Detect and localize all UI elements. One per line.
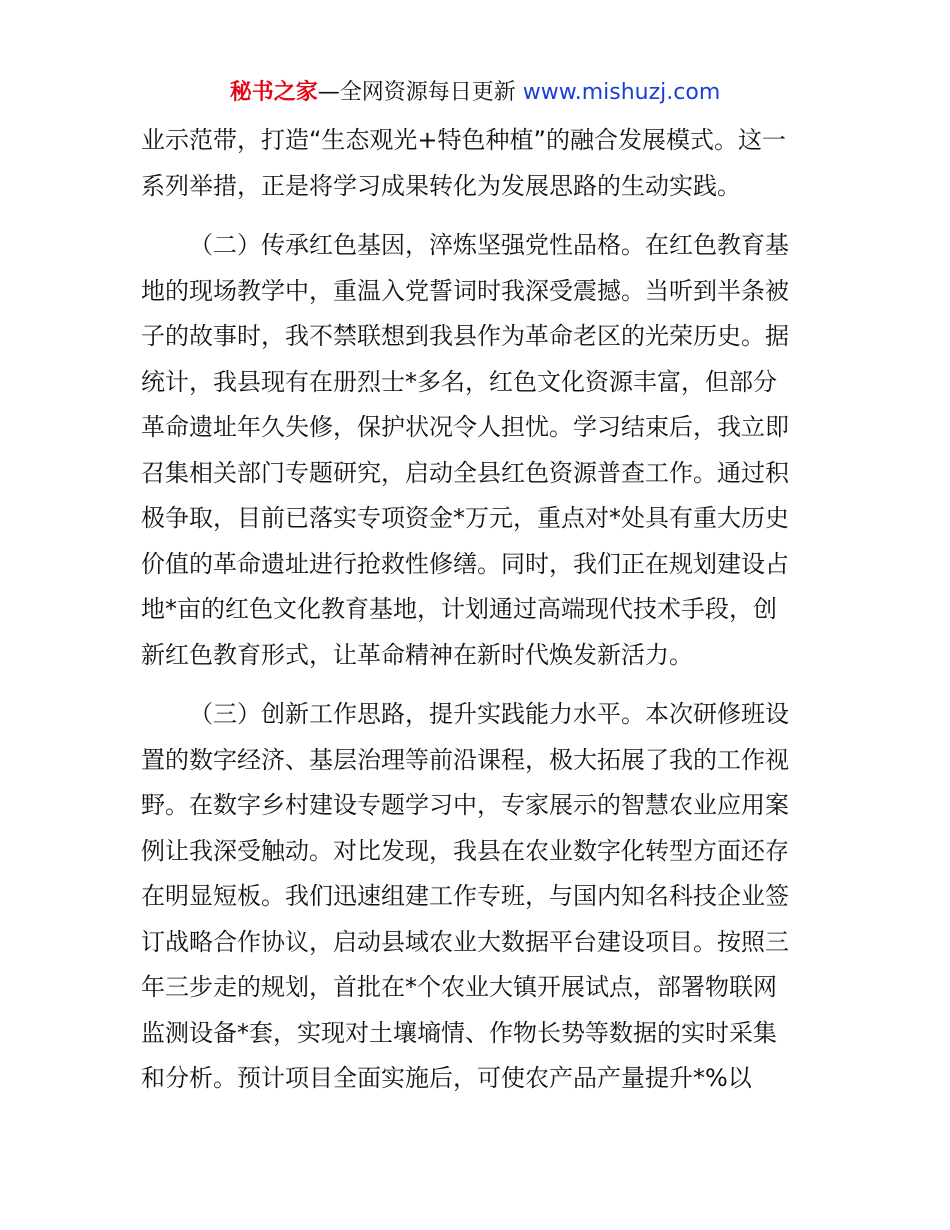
- text-line: 革命遗址年久失修，保护状况令人担忧。学习结束后，我立即: [141, 413, 789, 441]
- text-line: 野。在数字乡村建设专题学习中，专家展示的智慧农业应用案: [141, 791, 789, 819]
- text-line: 在明显短板。我们迅速组建工作专班，与国内知名科技企业签: [141, 882, 789, 910]
- document-body: [141, 118, 813, 1102]
- text-line: 和分析。预计项目全面实施后，可使农产品产量提升*%以: [141, 1064, 752, 1092]
- text-line: 子的故事时，我不禁联想到我县作为革命老区的光荣历史。据: [141, 322, 789, 350]
- text-line: 地*亩的红色文化教育基地，计划通过高端现代技术手段，创: [141, 595, 777, 623]
- text-line: 价值的革命遗址进行抢救性修缮。同时，我们正在规划建设占: [141, 549, 789, 578]
- text-line: 地的现场教学中，重温入党誓词时我深受震撼。当听到半条被: [141, 276, 789, 305]
- text-line: 统计，我县现有在册烈士*多名，红色文化资源丰富，但部分: [141, 367, 777, 396]
- text-line: 置的数字经济、基层治理等前沿课程，极大拓展了我的工作视: [141, 745, 789, 774]
- text-line: 召集相关部门专题研究，启动全县红色资源普查工作。通过积: [141, 458, 789, 487]
- text-line: 业示范带，打造“生态观光+特色种植”的融合发展模式。这一: [141, 126, 786, 154]
- text-line: 例让我深受触动。对比发现，我县在农业数字化转型方面还存: [141, 836, 789, 865]
- site-url-link[interactable]: www.mishuzj.com: [522, 80, 721, 105]
- text-line: 系列举措，正是将学习成果转化为发展思路的生动实践。: [141, 171, 741, 200]
- paragraph-3: [141, 692, 813, 1102]
- text-line: 监测设备*套，实现对土壤墒情、作物长势等数据的实时采集: [141, 1018, 777, 1047]
- text-line: （二）传承红色基因，淬炼坚强党性品格。在红色教育基: [189, 231, 789, 259]
- text-line: 年三步走的规划，首批在*个农业大镇开展试点，部署物联网: [141, 973, 777, 1001]
- header-tagline: —全网资源每日更新: [317, 80, 523, 105]
- paragraph-2: [141, 223, 813, 678]
- text-line: 新红色教育形式，让革命精神在新时代焕发新活力。: [141, 640, 693, 669]
- text-line: 极争取，目前已落实专项资金*万元，重点对*处具有重大历史: [141, 504, 789, 532]
- paragraph-1: [141, 118, 813, 209]
- site-header: [0, 78, 950, 108]
- brand-name: 秘书之家: [229, 80, 318, 105]
- text-line: 订战略合作协议，启动县域农业大数据平台建设项目。按照三: [141, 927, 789, 956]
- text-line: （三）创新工作思路，提升实践能力水平。本次研修班设: [189, 700, 789, 728]
